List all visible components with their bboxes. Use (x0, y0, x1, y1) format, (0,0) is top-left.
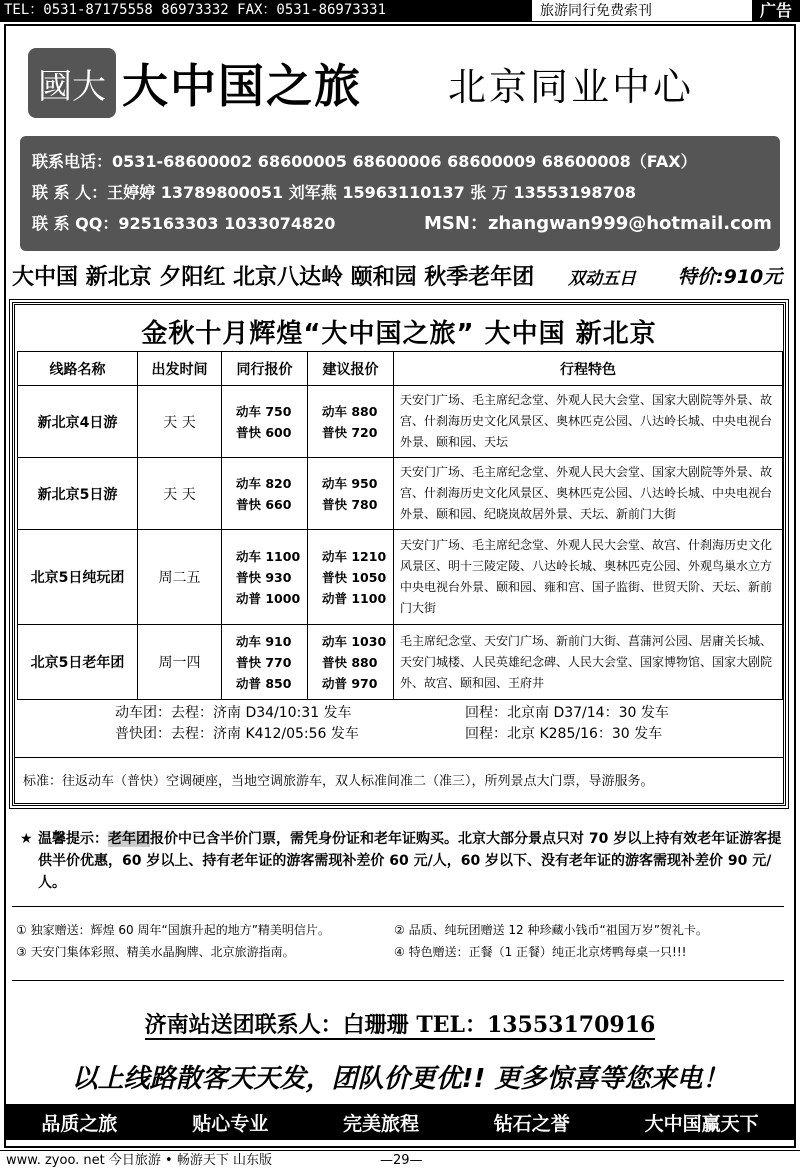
route-departure: 周二五 (138, 530, 222, 625)
price-line: 动普 1000 (236, 590, 301, 606)
slogan-item: 大中国赢天下 (644, 1112, 759, 1135)
bottom-slogan-bar (4, 1104, 796, 1140)
route-peer-price (222, 625, 308, 700)
route-name: 新北京5日游 (18, 458, 138, 530)
header-route-name: 线路名称 (18, 352, 138, 386)
route-features: 天安门广场、毛主席纪念堂、外观人民大会堂、国家大剧院等外景、故宫、什刹海历史文化风景区、奥林匹克公园、八达岭长城、中央电视台外景、颐和园、天坛 (394, 386, 783, 458)
svg-text:國大: 國大 (38, 67, 106, 107)
route-departure: 天 天 (138, 386, 222, 458)
header-peer-price: 同行报价 (222, 352, 308, 386)
price-line: 动车 910 (236, 633, 292, 649)
price-line: 普快 720 (322, 424, 378, 440)
header-suggest-price: 建议报价 (308, 352, 394, 386)
gift-item: ④ 特色赠送：正餐（1 正餐）纯正北京烤鸭每桌一只!!! (394, 945, 687, 959)
route-departure: 天 天 (138, 458, 222, 530)
price-line: 普快 780 (322, 496, 378, 512)
brand-subtitle: 北京同业中心 (448, 65, 695, 109)
pukuai-return: 回程：北京 K285/16：30 发车 (465, 726, 663, 742)
price-line: 普快 770 (236, 654, 292, 670)
top-slogan: 旅游同行免费索刊 (540, 3, 652, 19)
table-row (18, 530, 783, 625)
station-contact-text: 济南站送团联系人：白珊珊 TEL：13553170916 (144, 1012, 656, 1038)
pukuai-outbound: 普快团：去程：济南 K412/05:56 发车 (115, 726, 359, 742)
tip-label: 温馨提示： (38, 831, 108, 847)
price-line: 动普 850 (236, 675, 292, 691)
route-features: 毛主席纪念堂、天安门广场、新前门大街、菖蒲河公园、居庸关长城、天安门城楼、人民英雄纪念碑、人民大会堂、国家博物馆、国家大剧院外、故宫、颐和园、王府井 (394, 625, 783, 700)
brand-logo-icon (26, 46, 118, 120)
price-line: 普快 1050 (322, 569, 387, 585)
price-line: 动车 880 (322, 403, 378, 419)
warm-tip (20, 828, 790, 894)
route-table-box (12, 302, 786, 806)
table-row (18, 458, 783, 530)
contact-phone: 联系电话：0531-68600002 68600005 68600006 68600009 68600008（FAX） (32, 152, 697, 171)
headline (12, 258, 792, 294)
price-line: 动车 1030 (322, 633, 387, 649)
contact-persons: 联 系 人：王婷婷 13789800051 刘军燕 15963110137 张 万 13553198708 (32, 183, 636, 202)
contact-msn: MSN：zhangwan999@hotmail.com (424, 213, 772, 234)
tip-body (20, 828, 790, 894)
slogan-item: 品质之旅 (41, 1112, 118, 1135)
route-peer-price (222, 458, 308, 530)
brand-name: 大中国之旅 (122, 59, 362, 113)
page-footer (0, 1150, 800, 1171)
price-line: 普快 660 (236, 496, 292, 512)
price-line: 动普 1100 (322, 590, 387, 606)
slogan-item: 贴心专业 (192, 1112, 269, 1135)
route-suggest-price (308, 530, 394, 625)
contact-qq: 联 系 QQ：925163303 1033074820 (32, 214, 336, 233)
top-bar (0, 0, 800, 22)
tip-highlight: 老年团 (108, 831, 150, 847)
gift-item: ① 独家赠送：辉煌 60 周年“国旗升起的地方”精美明信片。 (16, 923, 330, 937)
dongche-outbound: 动车团：去程：济南 D34/10:31 发车 (115, 705, 352, 721)
headline-routes: 大中国 新北京 夕阳红 北京八达岭 颐和园 秋季老年团 (12, 265, 535, 290)
route-suggest-price (308, 625, 394, 700)
headline-price: 特价:910元 (678, 266, 783, 288)
route-name: 北京5日纯玩团 (18, 530, 138, 625)
route-name: 新北京4日游 (18, 386, 138, 458)
promo-banner: 以上线路散客天天发，团队价更优!! 更多惊喜等您来电！ (71, 1064, 729, 1094)
table-title: 金秋十月辉煌“大中国之旅” 大中国 新北京 (141, 319, 657, 349)
headline-days: 双动五日 (568, 269, 636, 289)
price-line: 动车 1100 (236, 548, 301, 564)
route-departure: 周一四 (138, 625, 222, 700)
divider (12, 980, 784, 981)
route-peer-price (222, 386, 308, 458)
price-line: 动车 820 (236, 475, 292, 491)
ad-label: 广告 (752, 0, 800, 21)
price-line: 普快 880 (322, 654, 378, 670)
gift-item: ③ 天安门集体彩照、精美水晶胸牌、北京旅游指南。 (16, 945, 295, 959)
slogan-item: 完美旅程 (342, 1112, 419, 1135)
contact-panel (20, 136, 780, 251)
route-suggest-price (308, 386, 394, 458)
price-line: 动普 970 (322, 675, 378, 691)
divider (12, 906, 784, 907)
contact-qq-row (32, 208, 772, 239)
tip-text: 报价中已含半价门票，需凭身份证和老年证购买。北京大部分景点只对 70 岁以上持有效老年证游客提供半价优惠，60 岁以上、持有老年证的游客需现补差价 60 元/人，60 岁以下、没有老年证的游客需现补差价 90 元/人。 (38, 831, 782, 891)
dongche-return: 回程：北京南 D37/14：30 发车 (465, 705, 669, 721)
price-line: 动车 950 (322, 475, 378, 491)
price-line: 普快 600 (236, 424, 292, 440)
star-icon: ★ (20, 831, 33, 847)
route-peer-price (222, 530, 308, 625)
service-standard: 标准：往返动车（普快）空调硬座，当地空调旅游车，双人标准间准二（准三），所列景点大门票，导游服务。 (15, 757, 783, 801)
gift-item: ② 品质、纯玩团赠送 12 种珍藏小钱币“祖国万岁”贺礼卡。 (394, 923, 708, 937)
price-line: 普快 930 (236, 569, 292, 585)
table-header-row (18, 352, 783, 386)
route-table (17, 351, 783, 700)
station-contact (0, 1008, 800, 1039)
footer-site: www. zyoo. net 今日旅游 • 畅游天下 山东版 (6, 1153, 272, 1168)
route-features: 天安门广场、毛主席纪念堂、外观人民大会堂、国家大剧院等外景、故宫、什刹海历史文化风景区、奥林匹克公园、八达岭长城、中央电视台外景、颐和园、纪晓岚故居外景、天坛、新前门大街 (394, 458, 783, 530)
price-line: 动车 1210 (322, 548, 387, 564)
route-name: 北京5日老年团 (18, 625, 138, 700)
table-row (18, 386, 783, 458)
header-features: 行程特色 (394, 352, 783, 386)
slogan-item: 钻石之誉 (493, 1112, 570, 1135)
price-line: 动车 750 (236, 403, 292, 419)
route-features: 天安门广场、毛主席纪念堂、外观人民大会堂、故宫、什刹海历史文化风景区、明十三陵定陵、八达岭长城、奥林匹克公园、外观鸟巢水立方中央电视台外景、颐和园、雍和宫、国子监街、世贸天阶、天坛、新前门大街 (394, 530, 783, 625)
route-suggest-price (308, 458, 394, 530)
header-departure: 出发时间 (138, 352, 222, 386)
top-tel-fax: TEL：0531-87175558 86973332 FAX：0531-86973331 (0, 0, 532, 21)
table-row (18, 625, 783, 700)
page-number: —29— (380, 1153, 423, 1168)
